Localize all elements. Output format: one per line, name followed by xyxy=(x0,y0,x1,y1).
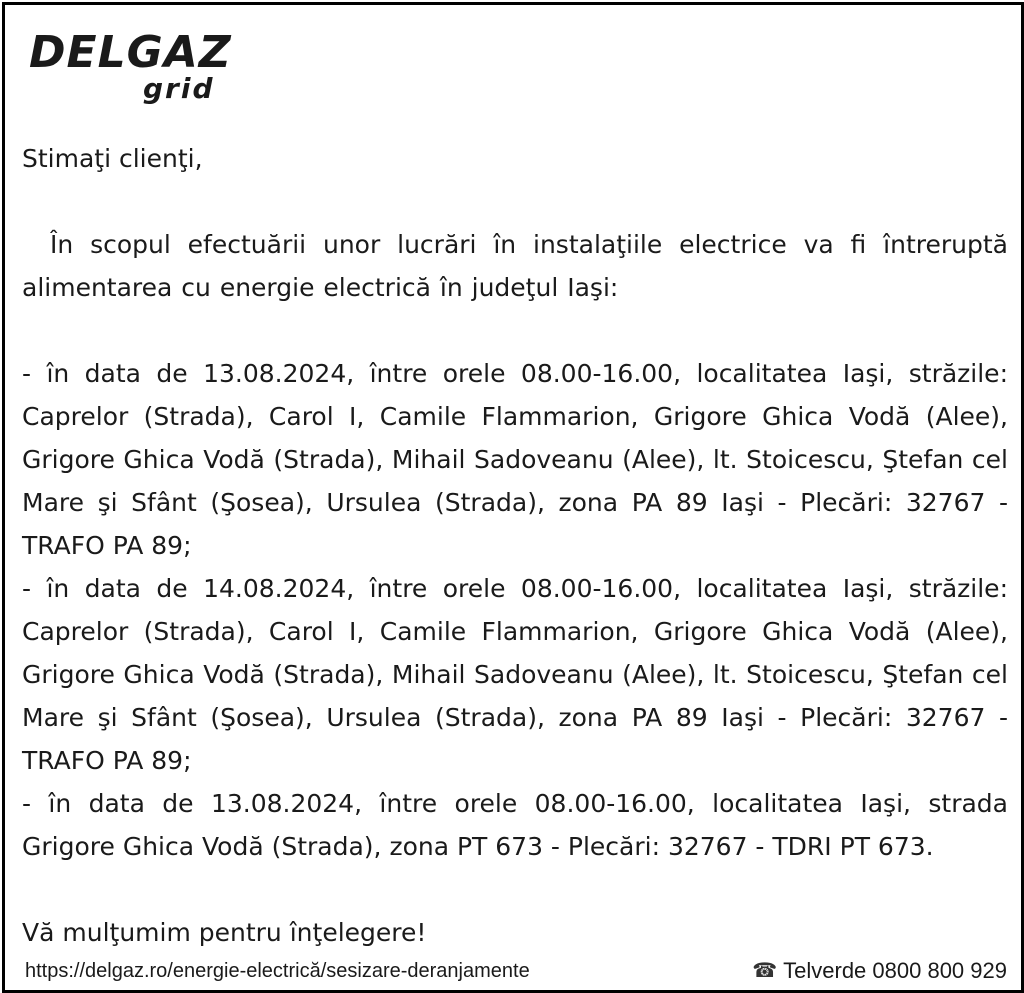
intro-paragraph: În scopul efectuării unor lucrări în instalaţiile electrice va fi întreruptă alimentarea cu energie electrică în judeţul Iaşi: xyxy=(22,230,1008,302)
outage-item-1: - în data de 13.08.2024, între orele 08.00-16.00, localitatea Iaşi, străzile: Caprelor (Strada), Carol I, Camile Flammarion, Grigore Ghica Vodă (Alee), Grigore Ghica Vodă (Strada), Mihail Sadoveanu (Alee), lt. Stoicescu, Ştefan cel Mare şi Sfânt (Şosea), Ursulea (Strada), zona PA 89 Iaşi - Plecări: 32767 - TRAFO PA 89; xyxy=(22,359,1008,560)
greeting: Stimaţi clienţi, xyxy=(22,144,203,173)
closing-line: Vă mulţumim pentru înţelegere! xyxy=(22,918,427,947)
phone-contact xyxy=(752,957,1007,985)
footer xyxy=(25,957,1007,985)
logo-subtitle: grid xyxy=(143,72,215,105)
phone-number: Telverde 0800 800 929 xyxy=(783,958,1007,983)
notice-body xyxy=(22,137,1008,954)
report-fault-link[interactable]: https://delgaz.ro/energie-electrică/sesizare-deranjamente xyxy=(25,960,530,982)
delgaz-grid-logo xyxy=(29,27,232,109)
outage-item-3: - în data de 13.08.2024, între orele 08.00-16.00, localitatea Iaşi, strada Grigore Ghica Vodă (Strada), zona PT 673 - Plecări: 32767 - TDRI PT 673. xyxy=(22,789,1008,861)
notice-frame xyxy=(2,2,1024,993)
logo-wordmark: DELGAZ xyxy=(29,27,232,78)
outage-item-2: - în data de 14.08.2024, între orele 08.00-16.00, localitatea Iaşi, străzile: Caprelor (Strada), Carol I, Camile Flammarion, Grigore Ghica Vodă (Alee), Grigore Ghica Vodă (Strada), Mihail Sadoveanu (Alee), lt. Stoicescu, Ştefan cel Mare şi Sfânt (Şosea), Ursulea (Strada), zona PA 89 Iaşi - Plecări: 32767 - TRAFO PA 89; xyxy=(22,574,1008,775)
telephone-icon: ☎ xyxy=(752,960,778,982)
